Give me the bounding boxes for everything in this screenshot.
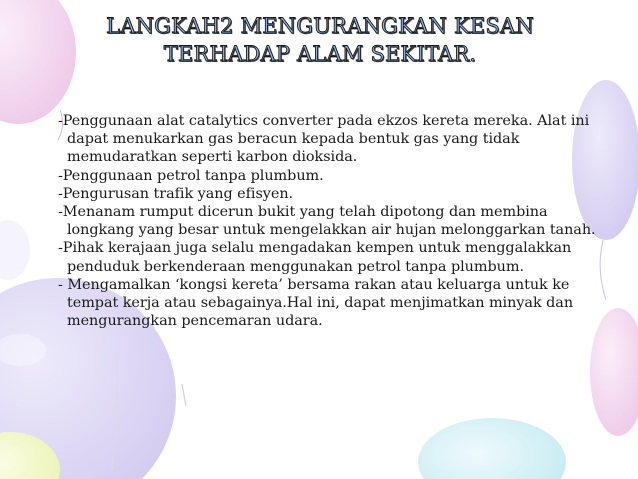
balloon-small-left [0, 220, 30, 280]
bullet-item: -Menanam rumput dicerun bukit yang telah dipotong dan membina longkang yang besar untuk mengelakkan air hujan melonggarkan tanah. [58, 204, 596, 239]
bullet-item: - Mengamalkan ‘kongsi kereta’ bersama rakan atau keluarga untuk ke tempat kerja atau sebagainya.Hal ini, dapat menjimatkan minyak dan mengurangkan pencemaran udara. [58, 276, 574, 330]
slide-body [58, 112, 598, 330]
bullet-item: -Penggunaan alat catalytics converter pada ekzos kereta mereka. Alat ini dapat menukarkan gas beracun kepada bentuk gas yang tidak memudaratkan seperti karbon dioksida. [58, 113, 590, 166]
title-line: LANGKAH2 MENGURANGKAN KESAN [106, 14, 534, 38]
balloon-string [182, 384, 186, 406]
slide-title [70, 12, 570, 68]
bullet-item: -Pihak kerajaan juga selalu mengadakan kempen untuk menggalakkan penduduk berkenderaan menggunakan petrol tanpa plumbum. [58, 240, 572, 275]
bullet-item: -Penggunaan petrol tanpa plumbum. [58, 167, 324, 184]
balloon-cyan-bottom [418, 418, 566, 479]
title-line: TERHADAP ALAM SEKITAR. [163, 42, 477, 66]
bullet-item: -Pengurusan trafik yang efisyen. [58, 185, 294, 202]
